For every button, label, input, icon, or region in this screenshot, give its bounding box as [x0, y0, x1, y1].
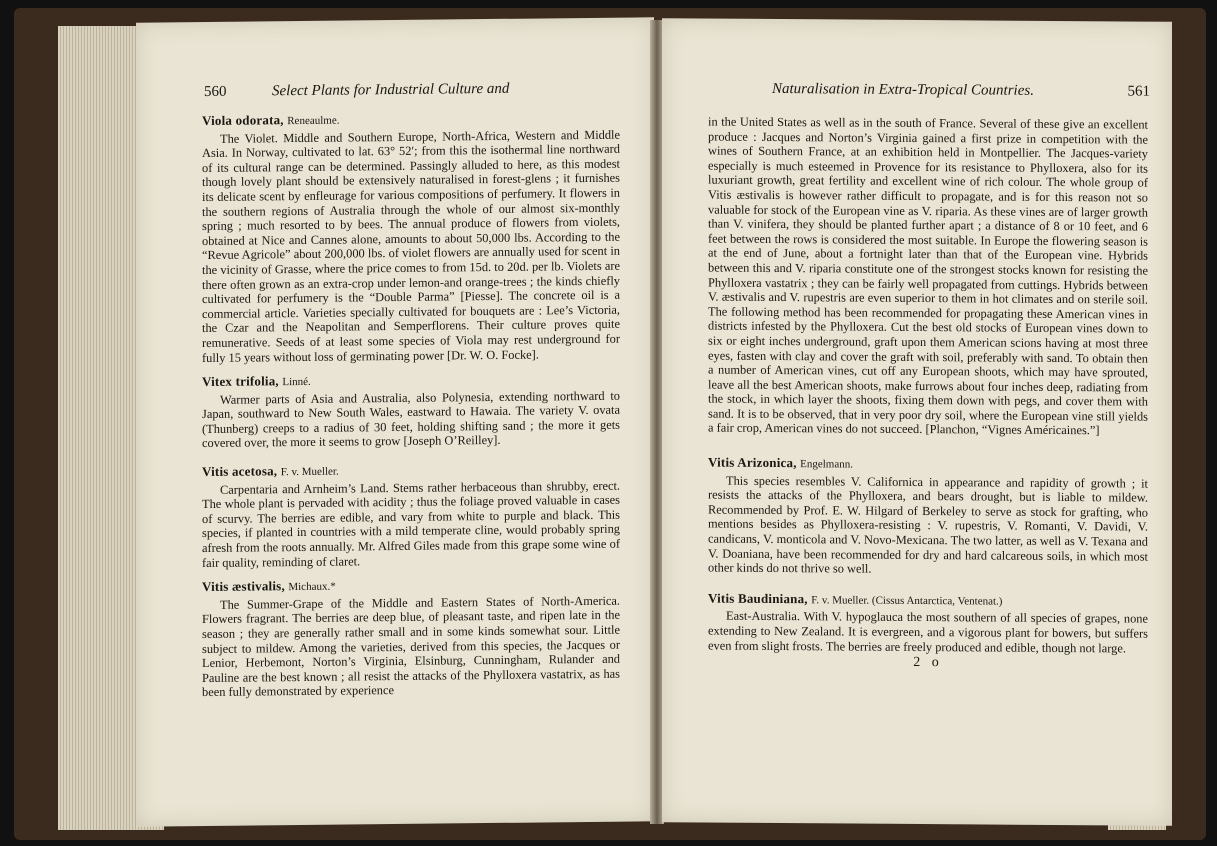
entry-text-vitis-acetosa: Carpentaria and Arnheim’s Land. Stems rather herbaceous than shrubby, erect. The whole plant is pervaded with acidity ; thus the foliage proved valuable in cases of scurvy. The berries are edible, and vary from white to purple and black. This species, if planted in countries with a mild temperate cline, would probably spring afresh from the roots annually. Mr. Alfred Giles made from this grape some wine of fair quality, reminding of claret. — [202, 478, 620, 570]
entry-name: Vitis æstivalis, — [202, 578, 285, 595]
right-page — [662, 18, 1172, 826]
signature-mark: 2 o — [913, 655, 943, 671]
entry-author: Reneaulme. — [287, 114, 340, 128]
entry-author: Linné. — [282, 375, 311, 389]
left-column — [202, 110, 620, 700]
entry-author: Michaux.* — [288, 580, 336, 594]
right-header — [772, 81, 1150, 101]
right-folio: 561 — [1127, 83, 1150, 100]
entry-text-viola: The Violet. Middle and Southern Europe, North-Africa, Western and Middle Asia. In Norway, cultivated to lat. 63° 52′; from this the isothermal line northward of its cultural range can be determined. Passingly alluded to here, as this modest though lovely plant should be extensively naturalised in forest-glens ; it furnishes its delicate scent by enfleurage for various compositions of perfumery. It flowers in the southern regions of Australia through the whole of our almost six-monthly spring ; much resorted to by bees. The annual produce of flowers from violets, obtained at Nice and Cannes alone, amounts to about 50,000 lbs. According to the “Revue Agricole” about 200,000 lbs. of violet flowers are annually used for scent in the vicinity of Grasse, where the price comes to from 15d. to 20d. per lb. Violets are there often grown as an extra-crop under lemon-and orange-trees ; the kinds chiefly cultivated for perfumery is the “Double Parma” [Piesse]. The concrete oil is a commercial article. Varieties specially cultivated for bouquets are : Lee’s Victoria, the Czar and the Neapolitan and Semperflorens. Their culture proves quite remunerative. Seeds of at least some species of Viola may rest underground for fully 15 years without loss of germinating power [Dr. W. O. Focke]. — [202, 127, 620, 365]
entry-title-vitex — [202, 371, 620, 391]
entry-name: Vitis acetosa, — [202, 463, 278, 480]
left-folio: 560 — [204, 83, 227, 101]
right-running-head: Naturalisation in Extra-Tropical Countries. — [772, 80, 1034, 99]
entry-title-vitis-aestivalis — [202, 576, 620, 596]
entry-name: Vitis Arizonica, — [708, 454, 797, 471]
entry-name: Vitis Baudiniana, — [708, 590, 808, 607]
entry-title-vitis-acetosa — [202, 461, 620, 481]
book-spread — [14, 8, 1206, 840]
left-running-head: Select Plants for Industrial Culture and — [272, 80, 510, 100]
entry-text-vitis-aestivalis: The Summer-Grape of the Middle and Eastern States of North-America. Flowers fragrant. The berries are deep blue, of pleasant taste, and ripen late in the season ; they are generally rather small and in some kinds somewhat sour. Little subject to mildew. Among the varieties, derived from this species, the Jacques or Lenior, Herbemont, Norton’s Virginia, Elsinburg, Cunningham, Rulander and Pauline are the best known ; all resist the attacks of the Phylloxera vastatrix, as has been fully demonstrated by experience — [202, 593, 620, 700]
entry-author: Engelmann. — [800, 458, 853, 471]
entry-text-vitis-arizonica: This species resembles V. Californica in appearance and rapidity of growth ; it resists the attacks of the Phylloxera, and bears drought, but is liable to mildew. Recommended by Prof. E. W. Hilgard of Berkeley to serve as stock for grafting, who mentions besides as Phylloxera-resisting : V. rupestris, V. Romanti, V. Davidi, V. candicans, V. monticola and V. Novo-Mexicana. The two latter, as well as V. Texana and V. Doaniana, have been recommended for dry and hard calcareous soils, in which most other kinds do not thrive so well. — [708, 473, 1148, 576]
entry-name: Viola odorata, — [202, 112, 284, 129]
entry-name: Vitex trifolia, — [202, 373, 279, 390]
continuation-text: in the United States as well as in the south of France. Several of these give an excellent produce : Jacques and Norton’s Virginia gained a first prize in competition with the wines of Southern France, at an exhibition held in Montpellier. The Jacques-variety especially is much esteemed in Provence for its resistance to Phylloxera, also for its luxuriant growth, great fertility and excellent wine of rich colour. The whole group of Vitis æstivalis is however rather difficult to propagate, and is for this reason not so valuable for stock of the European vine as V. riparia. As these vines are of larger growth than V. vinifera, they should be planted further apart ; a distance of 8 or 10 feet, and 6 feet between the rows is considered the most suitable. In Europe the flowering season is at the end of June, about a fortnight later than that of the European vine. Hybrids between this and V. riparia constitute one of the strongest stocks known for resisting the Phylloxera vastatrix ; they can be fairly well propagated from cuttings. Hybrids between V. æstivalis and V. rupestris are even superior to them in hot climates and on sterile soil. The following method has been recommended for propagating these American vines in districts infested by the Phylloxera. Cut the best old stocks of European vines down to six or eight inches underground, graft upon them American scions having at most three eyes, fasten with clay and cover the graft with soil, preferably with sand. To obtain then a number of American vines, cut off any European shoots, which may have sprouted, leave all the best American shoots, make furrows about four inches deep, radiating from the stock, in which layer the shoots, fixing them down with pegs, and cover them with sand. It is to be observed, that in very poor dry soil, where the European vine still yields a fair crop, American vines do not succeed. [Planchon, “Vignes Américaines.”] — [708, 114, 1148, 438]
entry-title-vitis-baudiniana — [708, 591, 1148, 610]
left-header — [204, 81, 509, 101]
left-page — [136, 17, 654, 826]
entry-text-vitis-baudiniana: East-Australia. With V. hypoglauca the most southern of all species of grapes, none extending to New Zealand. It is evergreen, and a vigorous plant for bowers, but suffers even from slight frosts. The berries are freely produced and edible, though not large. — [708, 609, 1148, 656]
entry-title-viola — [202, 110, 620, 130]
entry-title-vitis-arizonica — [708, 456, 1148, 475]
entry-author: F. v. Mueller. — [280, 465, 339, 479]
entry-author: F. v. Mueller. (Cissus Antarctica, Ventenat.) — [811, 594, 1003, 608]
right-column — [708, 115, 1148, 687]
entry-text-vitex: Warmer parts of Asia and Australia, also Polynesia, extending northward to Japan, southward to New South Wales, eastward to Hawaia. The variety V. ovata (Thunberg) creeps to a radius of 30 feet, holding shifting sand ; the more it gets covered over, the more it seems to grow [Joseph O’Reilley]. — [202, 388, 620, 451]
